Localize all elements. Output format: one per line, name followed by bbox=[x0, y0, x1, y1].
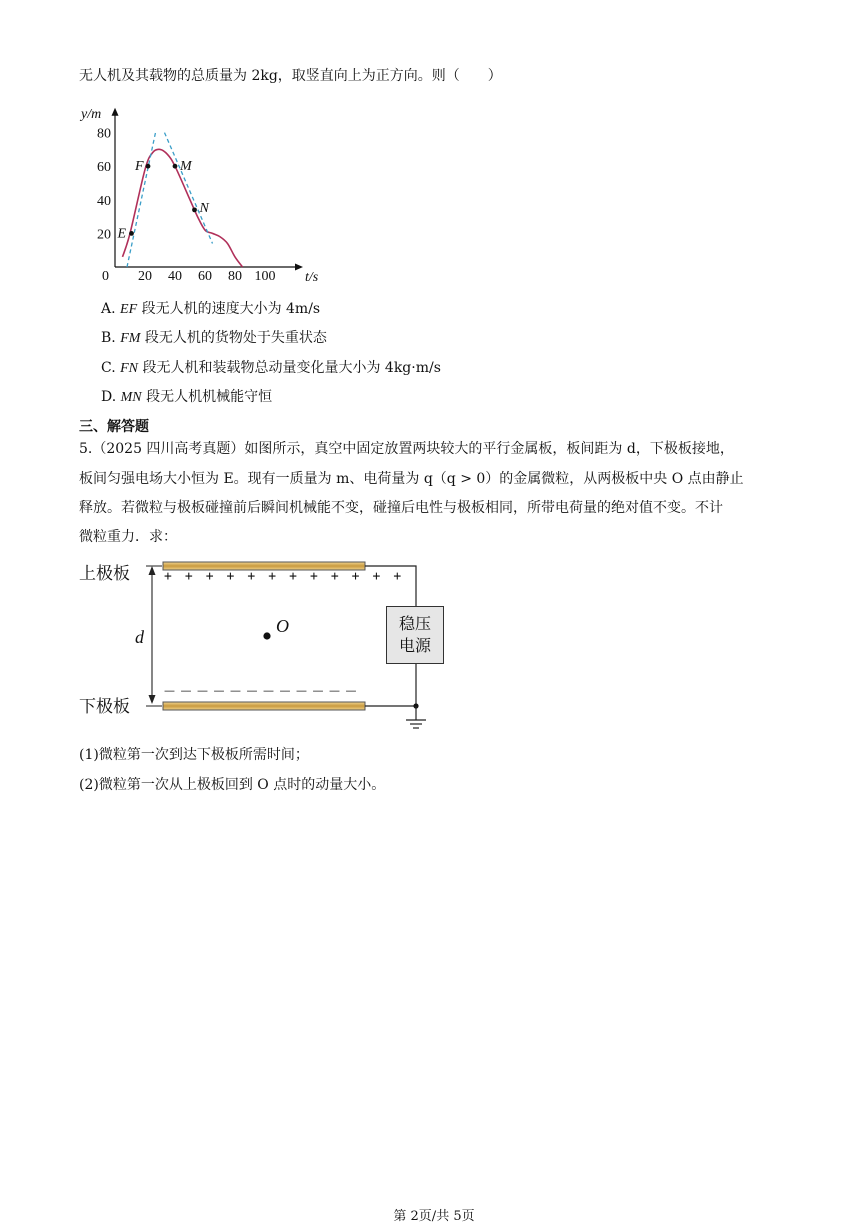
question-1: (1)微粒第一次到达下极板所需时间； bbox=[79, 747, 309, 763]
intro-text: 无人机及其载物的总质量为 2kg，取竖直向上为正方向。则（ ） bbox=[79, 68, 502, 84]
x-tick-label: 20 bbox=[138, 269, 152, 284]
problem5-line3: 释放。若微粒与极板碰撞前后瞬间机械能不变，碰撞后电性与极板相同，所带电荷量的绝对值不变。不计 bbox=[79, 500, 723, 516]
lower-plate bbox=[163, 702, 365, 710]
point-o-label: O bbox=[276, 616, 289, 636]
option-text: 段无人机的货物处于失重状态 bbox=[140, 330, 327, 346]
option-segment: MN bbox=[120, 390, 142, 405]
x-axis-arrow bbox=[295, 264, 303, 271]
x-axis-label: t/s bbox=[305, 270, 319, 285]
option-text: 段无人机和装载物总动量变化量大小为 4kg·m/s bbox=[138, 360, 441, 376]
distance-label: d bbox=[135, 627, 144, 647]
plus-charges: + + + + + + + + + + + + bbox=[164, 569, 404, 584]
point-f bbox=[146, 164, 151, 169]
option-letter: D. bbox=[101, 389, 117, 405]
point-label-m: M bbox=[180, 159, 192, 175]
option-segment: EF bbox=[120, 302, 138, 317]
position-time-chart bbox=[70, 92, 319, 288]
option-b[interactable] bbox=[101, 328, 327, 349]
point-label-f: F bbox=[135, 159, 144, 175]
power-supply bbox=[386, 606, 444, 664]
upper-plate-label: 上极板 bbox=[79, 564, 130, 584]
lower-plate-label: 下极板 bbox=[79, 697, 130, 717]
power-label-1: 稳压 bbox=[398, 614, 431, 633]
x-tick-label: 0 bbox=[102, 269, 109, 284]
x-tick-label: 80 bbox=[228, 269, 242, 284]
y-tick-label: 40 bbox=[97, 193, 111, 209]
y-tick-label: 20 bbox=[97, 227, 111, 243]
option-text: 段无人机机械能守恒 bbox=[141, 389, 273, 405]
power-label-2: 电源 bbox=[398, 636, 431, 655]
point-o bbox=[263, 632, 270, 639]
option-letter: C. bbox=[101, 360, 116, 376]
y-axis-arrow bbox=[112, 108, 119, 116]
x-tick-label: 40 bbox=[168, 269, 182, 284]
option-d[interactable] bbox=[101, 387, 272, 408]
lower-wire bbox=[365, 662, 416, 706]
question-2: (2)微粒第一次从上极板回到 O 点时的动量大小。 bbox=[79, 777, 386, 793]
option-c[interactable] bbox=[101, 358, 441, 379]
x-tick-label: 100 bbox=[254, 269, 276, 284]
point-m bbox=[173, 164, 178, 169]
point-e bbox=[129, 231, 134, 236]
option-segment: FN bbox=[120, 361, 139, 376]
problem5-line1: 5.（2025 四川高考真题）如图所示，真空中固定放置两块较大的平行金属板，板间距为 d，下极板接地， bbox=[79, 441, 734, 457]
minus-charges: — — — — — — — — — — — — bbox=[164, 684, 358, 697]
section-title: 三、解答题 bbox=[79, 419, 149, 435]
point-label-n: N bbox=[199, 200, 209, 216]
option-a[interactable] bbox=[101, 299, 320, 320]
option-letter: A. bbox=[101, 301, 116, 317]
option-segment: FM bbox=[120, 331, 141, 346]
problem5-line4: 微粒重力．求： bbox=[79, 529, 177, 545]
point-label-e: E bbox=[117, 226, 127, 242]
page-footer: 第 2页/共 5页 bbox=[393, 1209, 475, 1224]
option-letter: B. bbox=[101, 330, 116, 346]
y-axis-label: y/m bbox=[81, 106, 102, 122]
option-text: 段无人机的速度大小为 4m/s bbox=[137, 301, 321, 317]
point-n bbox=[192, 207, 197, 212]
tangent-mn bbox=[165, 133, 213, 244]
tangent-ef bbox=[127, 133, 156, 267]
y-tick-label: 80 bbox=[97, 126, 111, 142]
x-tick-label: 60 bbox=[198, 269, 212, 284]
y-tick-label: 60 bbox=[97, 160, 111, 176]
problem5-line2: 板间匀强电场大小恒为 E。现有一质量为 m、电荷量为 q（q > 0）的金属微粒，从两极板中央 O 点由静止 bbox=[79, 471, 744, 487]
